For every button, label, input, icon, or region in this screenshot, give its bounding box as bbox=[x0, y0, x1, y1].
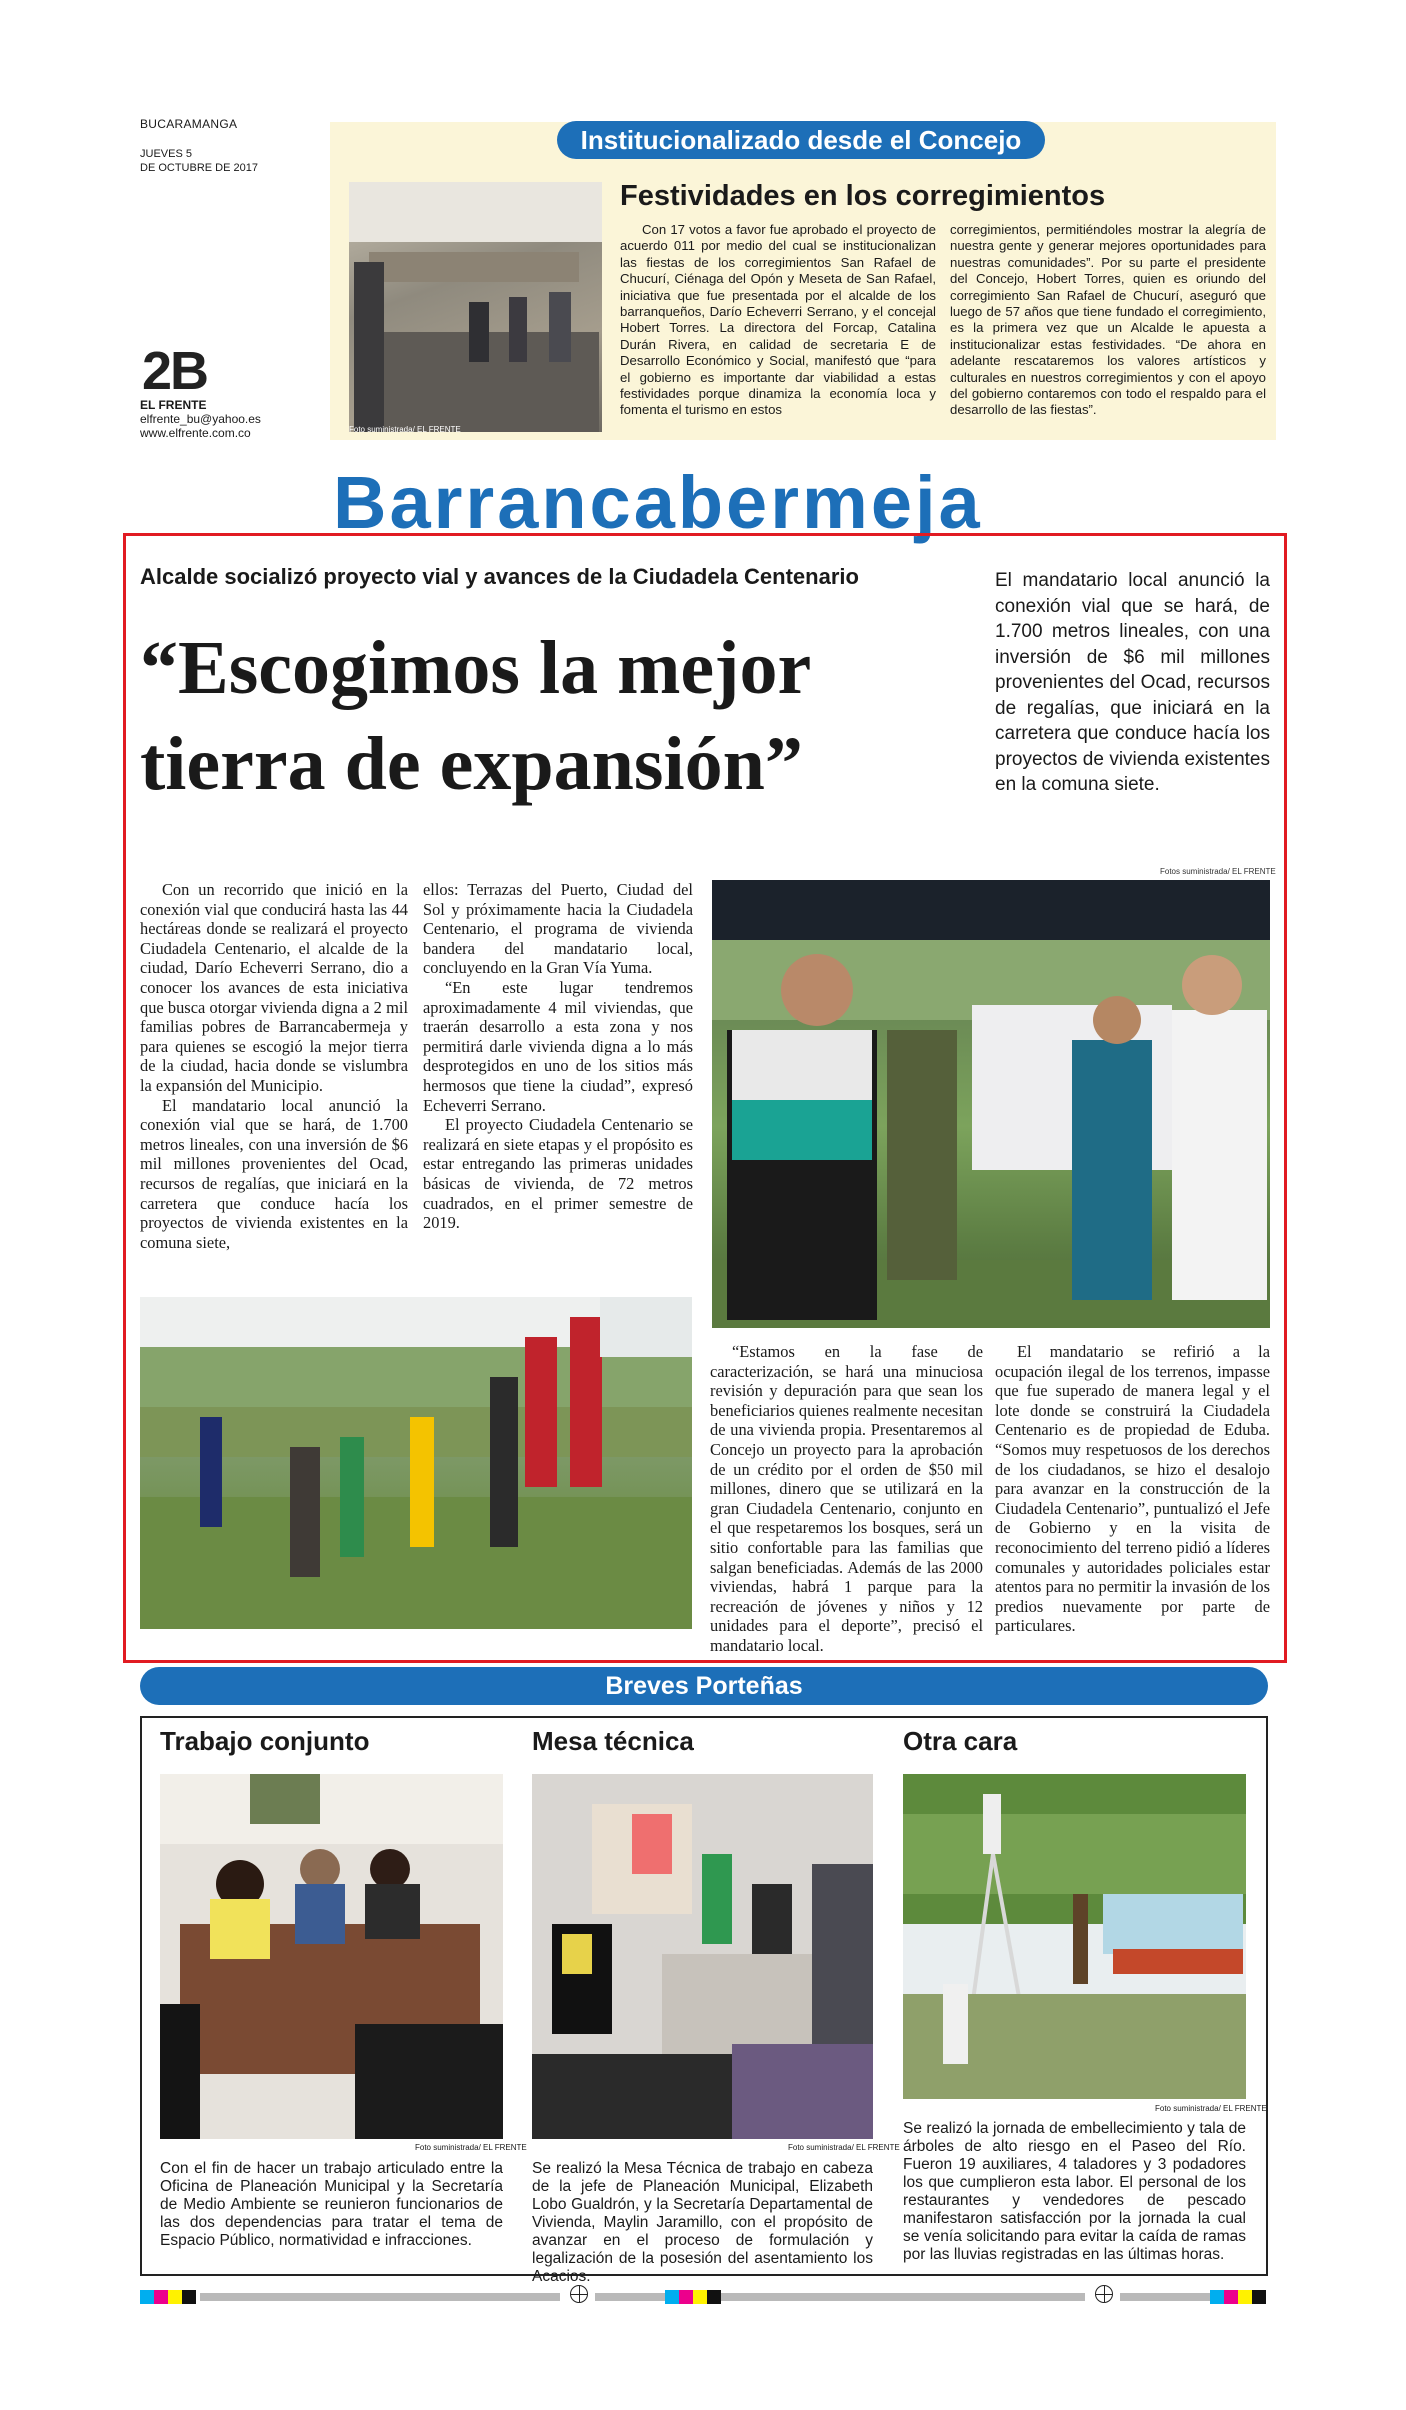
black-swatch bbox=[1252, 2290, 1266, 2304]
article-headline: “Escogimos la mejor tierra de expansión” bbox=[140, 626, 810, 806]
breve-text-otra-cara: Se realizó la jornada de embellecimiento y tala de árboles de alto riesgo en el Paseo del Río. Fueron 19 auxiliares, 4 taladores y 3 podadores los que cumplieron esta labor. El personal de los restaurantes y vendedores de pescado manifestaron satisfacción por la jornada la cual se venía solicitando para evitar la caída de ramas por las lluvias registradas en las últimas horas. bbox=[903, 2120, 1246, 2263]
yellow-swatch bbox=[1238, 2290, 1252, 2304]
breve-text-trabajo-conjunto: Con el fin de hacer un trabajo articulado entre la Oficina de Planeación Municipal y la Secretaría de Medio Ambiente se reunieron funcionarios de las dos dependencias para tratar el tema de Espacio Público, normatividad e infracciones. bbox=[160, 2160, 503, 2249]
color-registration-strip bbox=[140, 2290, 1268, 2304]
black-swatch bbox=[707, 2290, 721, 2304]
breve-photo-credit: Foto suministrada/ EL FRENTE bbox=[788, 2143, 900, 2152]
cyan-swatch bbox=[1210, 2290, 1224, 2304]
cyan-swatch bbox=[140, 2290, 154, 2304]
publication-info bbox=[140, 398, 261, 440]
gray-bar bbox=[200, 2293, 560, 2301]
date-line-2: DE OCTUBRE DE 2017 bbox=[140, 162, 258, 174]
main-photo-credit: Fotos suministrada/ EL FRENTE bbox=[1160, 867, 1276, 876]
publication-name: EL FRENTE bbox=[140, 398, 207, 412]
article-paragraph: El proyecto Ciudadela Centenario se realizará en siete etapas y el propósito es estar entregando las primeras unidades básicas de vivienda, de 72 metros cuadrados, en el primer semestre de 2019. bbox=[423, 1115, 693, 1233]
council-session-photo bbox=[349, 182, 602, 432]
yellow-swatch bbox=[168, 2290, 182, 2304]
publication-email[interactable]: elfrente_bu@yahoo.es bbox=[140, 412, 261, 426]
breves-banner: Breves Porteñas bbox=[140, 1667, 1268, 1705]
breve-title-trabajo-conjunto: Trabajo conjunto bbox=[160, 1726, 370, 1756]
tree-trimming-photo bbox=[903, 1774, 1246, 2099]
gray-bar bbox=[1120, 2293, 1220, 2301]
registration-target-icon bbox=[570, 2285, 588, 2303]
article-paragraph: “En este lugar tendremos aproximadamente 4 mil viviendas, que traerán desarrollo a esta zona y nos permitirá darle vivienda digna a lo más desprotegidos en uno de los sitios más hermosos que tiene la ciudad”, expresó Echeverri Serrano. bbox=[423, 977, 693, 1115]
top-feature-banner: Institucionalizado desde el Concejo bbox=[557, 121, 1045, 159]
top-feature-paragraph: Con 17 votos a favor fue aprobado el proyecto de acuerdo 011 por medio del cual se institucionalizan las fiestas de los corregimientos San Rafael de Chucurí, Ciénaga del Opón y Meseta de San Rafael, iniciativa que fue presentada por el alcalde de los barranqueños, Darío Echeverri Serrano, y el concejal Hobert Torres. La directora del Forcap, Catalina Durán Rivera, en calidad de secretaria E de Desarrollo Económico y Social, manifestó que “para el gobierno es importante dar viabilidad a estas festividades porque dinamiza la economía loca y fomenta el turismo en estos bbox=[620, 222, 936, 418]
breve-photo-credit: Foto suministrada/ EL FRENTE bbox=[1155, 2104, 1267, 2113]
section-title: Barrancabermeja bbox=[333, 461, 983, 544]
top-feature-title: Festividades en los corregimientos bbox=[620, 180, 1106, 212]
black-swatch bbox=[182, 2290, 196, 2304]
article-kicker: Alcalde socializó proyecto vial y avances de la Ciudadela Centenario bbox=[140, 564, 859, 589]
article-paragraph: El mandatario local anunció la conexión vial que se hará, de 1.700 metros lineales, con una inversión de $6 mil millones provenientes del Ocad, recursos de regalías, que iniciará en la carretera que conduce hacía los proyectos de vivienda existentes en la comuna siete, bbox=[140, 1095, 408, 1252]
article-col-1 bbox=[140, 880, 408, 1252]
breve-text-mesa-tecnica: Se realizó la Mesa Técnica de trabajo en cabeza de la jefe de Planeación Municipal, Elizabeth Lobo Gualdrón, y la Secretaría Departamental de Vivienda, Maylin Jaramillo, con el propósito de avanzar en el proceso de formulación y legalización de la posesión del asentamiento los Acacios. bbox=[532, 2160, 873, 2285]
article-paragraph: Con un recorrido que inició en la conexión vial que conducirá hasta las 44 hectáreas donde se realizará el proyecto Ciudadela Centenario, el alcalde de la ciudad, Darío Echeverri Serrano, dio a conocer los avances de esta iniciativa que busca otorgar vivienda digna a 2 mil familias pobres de Barrancabermeja y para quienes se escogió la mejor tierra de la ciudad, hacia donde se vislumbra la expansión del Municipio. bbox=[140, 880, 408, 1095]
mayor-map-photo bbox=[712, 880, 1270, 1328]
article-col-3 bbox=[710, 1342, 983, 1656]
article-paragraph: ellos: Terrazas del Puerto, Ciudad del Sol y próximamente hacia la Ciudadela Centenario, el programa de vivienda bandera del mandatario local, concluyendo en la Gran Vía Yuma. bbox=[423, 880, 693, 978]
meeting-photo-2 bbox=[532, 1774, 873, 2139]
top-photo-credit: Foto suministrada/ EL FRENTE bbox=[349, 425, 461, 434]
registration-target-icon bbox=[1095, 2285, 1113, 2303]
article-col-2 bbox=[423, 880, 693, 1233]
breve-title-otra-cara: Otra cara bbox=[903, 1726, 1018, 1756]
magenta-swatch bbox=[1224, 2290, 1238, 2304]
page-number: 2B bbox=[142, 341, 208, 401]
article-dek: El mandatario local anunció la conexión vial que se hará, de 1.700 metros lineales, con una inversión de $6 mil millones provenientes del Ocad, recursos de regalías, que iniciará en la carretera que conduce hacía los proyectos de vivienda existentes en la comuna siete. bbox=[995, 570, 1270, 795]
city-label: BUCARAMANGA bbox=[140, 117, 238, 131]
top-feature-paragraph: corregimientos, permitiéndoles mostrar la alegría de nuestra gente y generar mejores oportunidades para nuestras comunidades”. Por su parte el presidente del Concejo, Hobert Torres, quien es oriundo del corregimiento San Rafael de Chucurí, aseguró que luego de 57 años que tiene fundado el corregimiento, es la primera vez que un Alcalde le apuesta a institucionalizar estas festividades. “De ahora en adelante rescataremos los valores artísticos y culturales en nuestros corregimientos y con el apoyo del gobierno contaremos con todo el respaldo para el desarrollo de las fiestas”. bbox=[950, 222, 1266, 418]
article-col-4 bbox=[995, 1342, 1270, 1636]
breve-title-mesa-tecnica: Mesa técnica bbox=[532, 1726, 694, 1756]
top-feature-col-2 bbox=[950, 222, 1266, 419]
magenta-swatch bbox=[154, 2290, 168, 2304]
magenta-swatch bbox=[679, 2290, 693, 2304]
breve-photo-credit: Foto suministrada/ EL FRENTE bbox=[415, 2143, 527, 2152]
top-feature-col-1 bbox=[620, 222, 936, 419]
article-paragraph: “Estamos en la fase de caracterización, se hará una minuciosa revisión y depuración para que sean los beneficiarios quienes realmente necesitan de una vivienda propia. Presentaremos al Concejo un proyecto para la aprobación de un crédito por el orden de $50 mil millones, dinero que se utilizará en la gran Ciudadela Centenario, conjunto en el que respetaremos los bosques, será un sitio confortable para las familias que salgan beneficiadas. Además de las 2000 viviendas, habrá 1 parque para la recreación de jóvenes y niños y 12 unidades para el deporte”, precisó el mandatario local. bbox=[710, 1342, 983, 1655]
publication-website[interactable]: www.elfrente.com.co bbox=[140, 426, 251, 440]
article-paragraph: El mandatario se refirió a la ocupación ilegal de los terrenos, impasse que fue superado de manera legal y el lote donde se construirá la Ciudadela Centenario es de propiedad de Eduba. “Somos muy respetuosos de los derechos de los ciudadanos, se hizo el desalojo para avanzar en la construcción de la Ciudadela Centenario”, puntualizó el Jefe de Gobierno y en la visita de reconocimiento del terreno pidió a líderes comunales y autoridades policiales estar atentos para no permitir la invasión de los predios nuevamente por parte de particulares. bbox=[995, 1342, 1270, 1636]
meeting-photo-1 bbox=[160, 1774, 503, 2139]
gray-bar bbox=[725, 2293, 1085, 2301]
yellow-swatch bbox=[693, 2290, 707, 2304]
date-label bbox=[140, 147, 280, 175]
field-tour-photo bbox=[140, 1297, 692, 1629]
cyan-swatch bbox=[665, 2290, 679, 2304]
date-line-1: JUEVES 5 bbox=[140, 148, 192, 160]
